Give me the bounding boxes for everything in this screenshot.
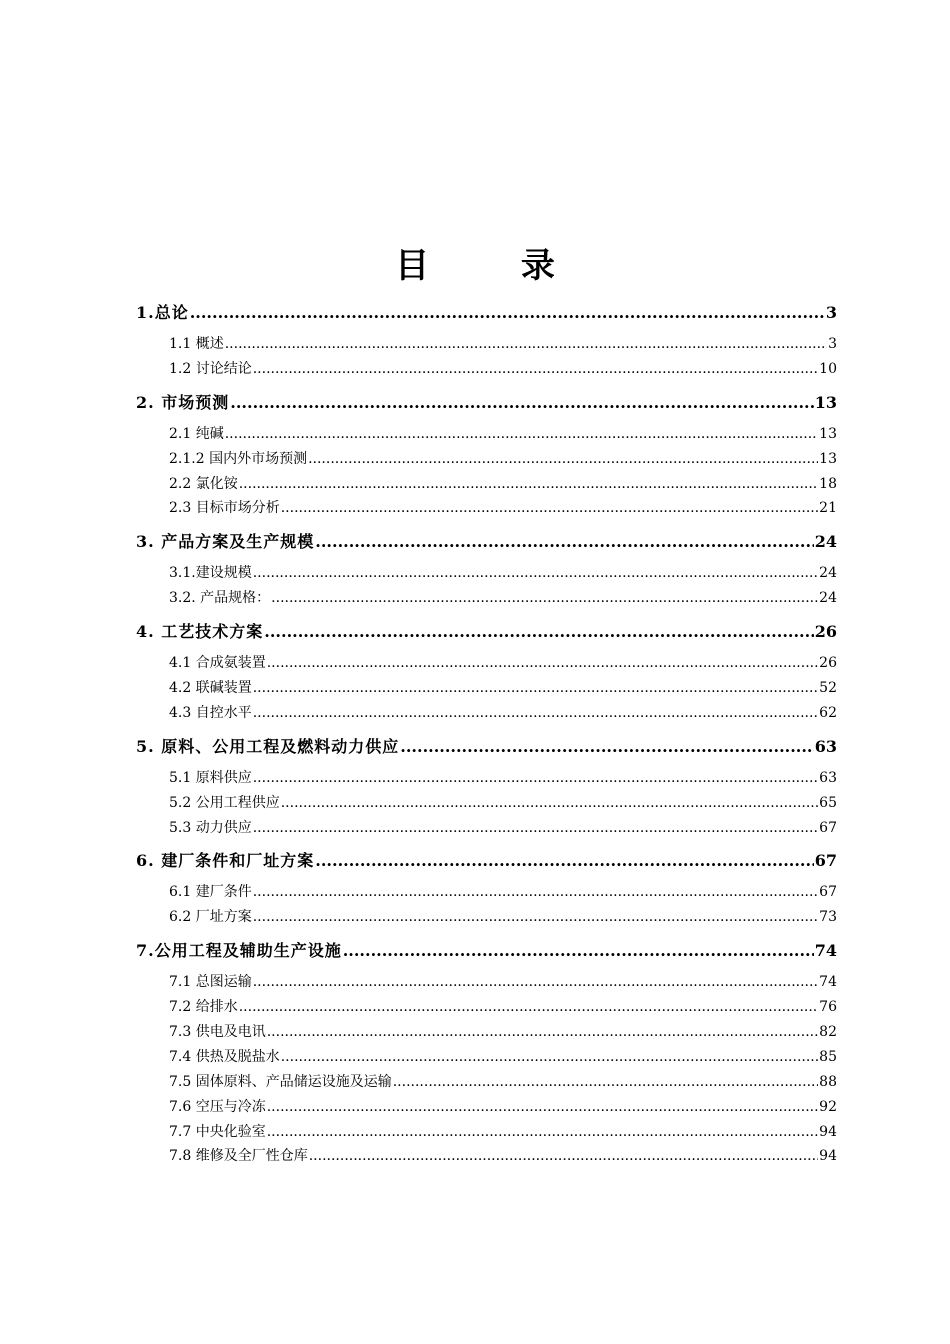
dot-leader (253, 561, 818, 586)
dot-leader (253, 905, 818, 930)
toc-subsection-entry[interactable] (136, 676, 837, 701)
toc-subsection-entry[interactable] (136, 1020, 837, 1045)
toc-subsection-page-number: 94 (819, 1123, 837, 1140)
toc-subsection-page-number: 10 (819, 360, 837, 377)
toc-subsection-label: 4.1 合成氨装置 (169, 655, 266, 672)
dot-leader (267, 651, 818, 676)
toc-subsection-label: 1.1 概述 (169, 336, 224, 352)
toc-subsection-page-number: 24 (819, 590, 837, 607)
toc-section-label: 2. 市场预测 (136, 392, 230, 412)
toc-subsection-entry[interactable] (136, 880, 837, 905)
toc-subsection-entry[interactable] (136, 970, 837, 995)
toc-section-entry[interactable] (136, 730, 837, 764)
toc-section-page-number: 26 (814, 622, 837, 642)
toc-subsection-label: 7.3 供电及电讯 (169, 1024, 266, 1041)
dot-leader (253, 816, 818, 841)
toc-section-entry[interactable] (136, 525, 837, 559)
toc-subsection-page-number: 67 (819, 819, 837, 836)
toc-section-page-number: 63 (814, 736, 837, 756)
toc-subsection-page-number: 74 (819, 974, 837, 991)
dot-leader (267, 1020, 818, 1045)
toc-subsection-page-number: 26 (819, 655, 837, 672)
toc-subsection-page-number: 85 (819, 1048, 837, 1065)
toc-subsection-label: 7.1 总图运输 (169, 974, 252, 991)
dot-leader (267, 1120, 818, 1145)
toc-subsection-label: 7.6 空压与冷冻 (169, 1098, 266, 1115)
toc-subsection-entry[interactable] (136, 447, 837, 472)
toc-subsection-page-number: 13 (819, 425, 837, 442)
toc-subsection-entry[interactable] (136, 586, 837, 611)
toc-subsection-label: 3.2. 产品规格： (169, 590, 271, 607)
toc-section-page-number: 74 (814, 941, 837, 961)
table-of-contents (136, 296, 837, 1169)
dot-leader (225, 422, 818, 447)
toc-subsection-page-number: 82 (819, 1024, 837, 1041)
toc-section-label: 3. 产品方案及生产规模 (136, 532, 315, 552)
toc-subsection-label: 1.2 讨论结论 (169, 360, 252, 377)
toc-subsection-label: 3.1.建设规模 (169, 565, 252, 582)
dot-leader (271, 586, 818, 611)
toc-subsection-label: 7.5 固体原料、产品储运设施及运输 (169, 1073, 392, 1090)
toc-subsection-page-number: 65 (819, 794, 837, 811)
dot-leader (253, 701, 818, 726)
dot-leader (343, 934, 814, 968)
toc-subsection-page-number: 18 (819, 475, 837, 492)
toc-subsection-entry[interactable] (136, 1144, 837, 1169)
toc-subsection-page-number: 94 (819, 1148, 837, 1165)
dot-leader (253, 766, 818, 791)
toc-section-entry[interactable] (136, 296, 837, 330)
dot-leader (393, 1070, 818, 1095)
toc-subsection-label: 7.8 维修及全厂性仓库 (169, 1148, 308, 1165)
toc-subsection-page-number: 52 (819, 680, 837, 697)
dot-leader (239, 995, 818, 1020)
toc-subsection-label: 7.4 供热及脱盐水 (169, 1048, 280, 1065)
dot-leader (308, 447, 818, 472)
toc-subsection-entry[interactable] (136, 816, 837, 841)
toc-section-entry[interactable] (136, 844, 837, 878)
toc-subsection-label: 6.2 厂址方案 (169, 909, 252, 926)
toc-section-label: 6. 建厂条件和厂址方案 (136, 851, 315, 871)
dot-leader (315, 844, 813, 878)
toc-section-page-number: 13 (814, 392, 837, 412)
toc-subsection-entry[interactable] (136, 1120, 837, 1145)
toc-subsection-entry[interactable] (136, 651, 837, 676)
toc-section-page-number: 3 (825, 303, 837, 322)
dot-leader (230, 386, 813, 420)
toc-section-entry[interactable] (136, 934, 837, 968)
toc-subsection-label: 7.7 中央化验室 (169, 1123, 266, 1140)
toc-subsection-entry[interactable] (136, 791, 837, 816)
toc-subsection-label: 4.3 自控水平 (169, 704, 252, 721)
toc-subsection-label: 5.2 公用工程供应 (169, 794, 280, 811)
toc-subsection-entry[interactable] (136, 332, 837, 357)
dot-leader (253, 970, 818, 995)
dot-leader (190, 296, 825, 330)
toc-subsection-entry[interactable] (136, 472, 837, 497)
toc-section-page-number: 67 (814, 851, 837, 871)
toc-section-entry[interactable] (136, 615, 837, 649)
toc-subsection-entry[interactable] (136, 766, 837, 791)
toc-subsection-page-number: 67 (819, 884, 837, 901)
toc-subsection-label: 2.1.2 国内外市场预测 (169, 450, 308, 467)
toc-subsection-entry[interactable] (136, 995, 837, 1020)
toc-subsection-label: 2.3 目标市场分析 (169, 500, 280, 517)
toc-subsection-page-number: 76 (819, 999, 837, 1016)
toc-subsection-page-number: 88 (819, 1073, 837, 1090)
toc-subsection-entry[interactable] (136, 701, 837, 726)
toc-subsection-label: 2.2 氯化铵 (169, 475, 238, 492)
dot-leader (253, 880, 818, 905)
dot-leader (315, 525, 813, 559)
dot-leader (309, 1144, 818, 1169)
toc-section-label: 7.公用工程及辅助生产设施 (136, 941, 342, 961)
toc-subsection-entry[interactable] (136, 1045, 837, 1070)
toc-subsection-label: 5.3 动力供应 (169, 819, 252, 836)
dot-leader (225, 332, 827, 357)
toc-subsection-page-number: 24 (819, 565, 837, 582)
dot-leader (264, 615, 813, 649)
toc-section-entry[interactable] (136, 386, 837, 420)
toc-section-label: 5. 原料、公用工程及燃料动力供应 (136, 736, 400, 756)
toc-subsection-label: 5.1 原料供应 (169, 769, 252, 786)
toc-section-label: 1.总论 (136, 303, 189, 322)
toc-subsection-page-number: 21 (819, 500, 837, 517)
toc-subsection-entry[interactable] (136, 905, 837, 930)
toc-subsection-entry[interactable] (136, 357, 837, 382)
toc-subsection-label: 7.2 给排水 (169, 999, 238, 1016)
dot-leader (267, 1095, 818, 1120)
dot-leader (253, 357, 818, 382)
toc-subsection-label: 4.2 联碱装置 (169, 680, 252, 697)
toc-subsection-page-number: 13 (819, 450, 837, 467)
dot-leader (239, 472, 818, 497)
dot-leader (253, 676, 818, 701)
toc-subsection-entry[interactable] (136, 1070, 837, 1095)
toc-subsection-entry[interactable] (136, 561, 837, 586)
toc-subsection-entry[interactable] (136, 422, 837, 447)
toc-section-label: 4. 工艺技术方案 (136, 622, 264, 642)
page-title: 目 录 (395, 246, 595, 286)
toc-section-page-number: 24 (814, 532, 837, 552)
toc-subsection-entry[interactable] (136, 1095, 837, 1120)
toc-subsection-page-number: 92 (819, 1098, 837, 1115)
toc-subsection-page-number: 3 (828, 336, 837, 352)
toc-subsection-page-number: 62 (819, 704, 837, 721)
dot-leader (281, 496, 818, 521)
toc-subsection-page-number: 73 (819, 909, 837, 926)
toc-subsection-entry[interactable] (136, 496, 837, 521)
dot-leader (281, 791, 818, 816)
toc-subsection-page-number: 63 (819, 769, 837, 786)
toc-subsection-label: 6.1 建厂条件 (169, 884, 252, 901)
dot-leader (281, 1045, 818, 1070)
toc-subsection-label: 2.1 纯碱 (169, 425, 224, 442)
dot-leader (400, 730, 813, 764)
